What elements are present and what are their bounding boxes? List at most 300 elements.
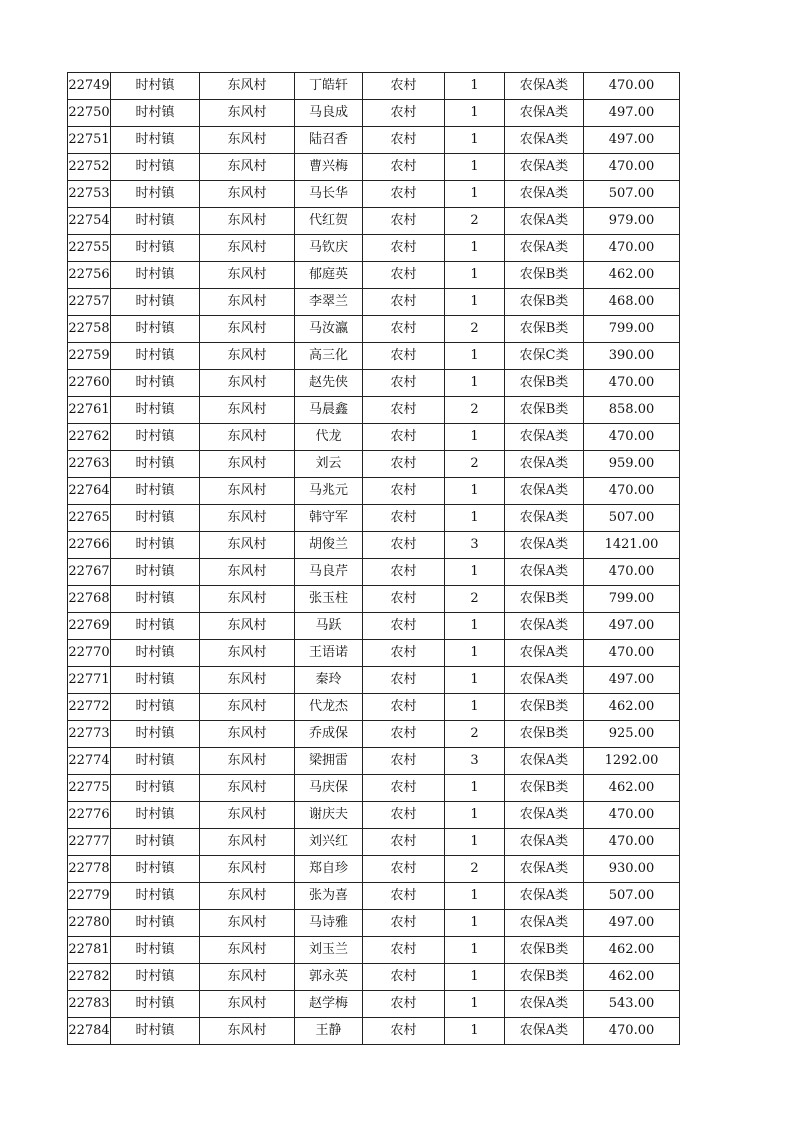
person-name-cell: 郑自珍 bbox=[295, 856, 363, 883]
household-count-cell: 2 bbox=[445, 397, 505, 424]
household-count-cell: 1 bbox=[445, 829, 505, 856]
household-count-cell: 1 bbox=[445, 343, 505, 370]
person-name-cell: 代龙 bbox=[295, 424, 363, 451]
insurance-category-cell: 农保B类 bbox=[505, 937, 584, 964]
table-row bbox=[68, 127, 680, 154]
table-row bbox=[68, 640, 680, 667]
record-id-cell: 22767 bbox=[68, 559, 111, 586]
household-count-cell: 1 bbox=[445, 262, 505, 289]
insurance-category-cell: 农保A类 bbox=[505, 802, 584, 829]
insurance-category-cell: 农保A类 bbox=[505, 856, 584, 883]
area-type-cell: 农村 bbox=[363, 100, 445, 127]
area-type-cell: 农村 bbox=[363, 937, 445, 964]
household-count-cell: 1 bbox=[445, 505, 505, 532]
amount-cell: 468.00 bbox=[584, 289, 680, 316]
table-row bbox=[68, 829, 680, 856]
town-cell: 时村镇 bbox=[111, 991, 200, 1018]
village-cell: 东风村 bbox=[200, 343, 295, 370]
benefit-roster-table bbox=[67, 72, 680, 1045]
town-cell: 时村镇 bbox=[111, 721, 200, 748]
village-cell: 东风村 bbox=[200, 397, 295, 424]
village-cell: 东风村 bbox=[200, 667, 295, 694]
village-cell: 东风村 bbox=[200, 559, 295, 586]
area-type-cell: 农村 bbox=[363, 721, 445, 748]
record-id-cell: 22781 bbox=[68, 937, 111, 964]
area-type-cell: 农村 bbox=[363, 208, 445, 235]
table-row bbox=[68, 478, 680, 505]
insurance-category-cell: 农保A类 bbox=[505, 1018, 584, 1045]
area-type-cell: 农村 bbox=[363, 451, 445, 478]
table-row bbox=[68, 991, 680, 1018]
area-type-cell: 农村 bbox=[363, 235, 445, 262]
household-count-cell: 1 bbox=[445, 100, 505, 127]
town-cell: 时村镇 bbox=[111, 748, 200, 775]
amount-cell: 470.00 bbox=[584, 559, 680, 586]
table-row bbox=[68, 1018, 680, 1045]
person-name-cell: 马诗雅 bbox=[295, 910, 363, 937]
household-count-cell: 1 bbox=[445, 613, 505, 640]
village-cell: 东风村 bbox=[200, 964, 295, 991]
town-cell: 时村镇 bbox=[111, 883, 200, 910]
amount-cell: 462.00 bbox=[584, 937, 680, 964]
village-cell: 东风村 bbox=[200, 370, 295, 397]
amount-cell: 462.00 bbox=[584, 775, 680, 802]
amount-cell: 799.00 bbox=[584, 586, 680, 613]
town-cell: 时村镇 bbox=[111, 208, 200, 235]
amount-cell: 1292.00 bbox=[584, 748, 680, 775]
insurance-category-cell: 农保A类 bbox=[505, 424, 584, 451]
amount-cell: 390.00 bbox=[584, 343, 680, 370]
household-count-cell: 1 bbox=[445, 910, 505, 937]
town-cell: 时村镇 bbox=[111, 910, 200, 937]
table-row bbox=[68, 559, 680, 586]
table-row bbox=[68, 775, 680, 802]
insurance-category-cell: 农保A类 bbox=[505, 451, 584, 478]
record-id-cell: 22751 bbox=[68, 127, 111, 154]
insurance-category-cell: 农保B类 bbox=[505, 262, 584, 289]
amount-cell: 470.00 bbox=[584, 370, 680, 397]
amount-cell: 470.00 bbox=[584, 73, 680, 100]
table-row bbox=[68, 586, 680, 613]
amount-cell: 462.00 bbox=[584, 964, 680, 991]
table-row bbox=[68, 289, 680, 316]
town-cell: 时村镇 bbox=[111, 775, 200, 802]
household-count-cell: 2 bbox=[445, 451, 505, 478]
household-count-cell: 2 bbox=[445, 856, 505, 883]
person-name-cell: 马汝瀛 bbox=[295, 316, 363, 343]
village-cell: 东风村 bbox=[200, 721, 295, 748]
record-id-cell: 22782 bbox=[68, 964, 111, 991]
record-id-cell: 22760 bbox=[68, 370, 111, 397]
insurance-category-cell: 农保B类 bbox=[505, 370, 584, 397]
household-count-cell: 1 bbox=[445, 559, 505, 586]
table-row bbox=[68, 100, 680, 127]
amount-cell: 470.00 bbox=[584, 802, 680, 829]
record-id-cell: 22776 bbox=[68, 802, 111, 829]
table-row bbox=[68, 721, 680, 748]
town-cell: 时村镇 bbox=[111, 370, 200, 397]
village-cell: 东风村 bbox=[200, 532, 295, 559]
town-cell: 时村镇 bbox=[111, 73, 200, 100]
area-type-cell: 农村 bbox=[363, 991, 445, 1018]
village-cell: 东风村 bbox=[200, 640, 295, 667]
insurance-category-cell: 农保A类 bbox=[505, 667, 584, 694]
amount-cell: 979.00 bbox=[584, 208, 680, 235]
record-id-cell: 22765 bbox=[68, 505, 111, 532]
household-count-cell: 1 bbox=[445, 883, 505, 910]
town-cell: 时村镇 bbox=[111, 667, 200, 694]
table-row bbox=[68, 613, 680, 640]
village-cell: 东风村 bbox=[200, 316, 295, 343]
person-name-cell: 马庆保 bbox=[295, 775, 363, 802]
record-id-cell: 22757 bbox=[68, 289, 111, 316]
insurance-category-cell: 农保A类 bbox=[505, 505, 584, 532]
record-id-cell: 22753 bbox=[68, 181, 111, 208]
amount-cell: 497.00 bbox=[584, 667, 680, 694]
amount-cell: 507.00 bbox=[584, 505, 680, 532]
person-name-cell: 梁拥雷 bbox=[295, 748, 363, 775]
record-id-cell: 22750 bbox=[68, 100, 111, 127]
area-type-cell: 农村 bbox=[363, 154, 445, 181]
area-type-cell: 农村 bbox=[363, 775, 445, 802]
area-type-cell: 农村 bbox=[363, 532, 445, 559]
amount-cell: 497.00 bbox=[584, 910, 680, 937]
area-type-cell: 农村 bbox=[363, 1018, 445, 1045]
household-count-cell: 1 bbox=[445, 1018, 505, 1045]
village-cell: 东风村 bbox=[200, 694, 295, 721]
record-id-cell: 22754 bbox=[68, 208, 111, 235]
household-count-cell: 1 bbox=[445, 991, 505, 1018]
insurance-category-cell: 农保B类 bbox=[505, 721, 584, 748]
household-count-cell: 1 bbox=[445, 964, 505, 991]
person-name-cell: 刘玉兰 bbox=[295, 937, 363, 964]
person-name-cell: 高三化 bbox=[295, 343, 363, 370]
household-count-cell: 2 bbox=[445, 721, 505, 748]
insurance-category-cell: 农保B类 bbox=[505, 964, 584, 991]
area-type-cell: 农村 bbox=[363, 667, 445, 694]
area-type-cell: 农村 bbox=[363, 910, 445, 937]
town-cell: 时村镇 bbox=[111, 316, 200, 343]
town-cell: 时村镇 bbox=[111, 559, 200, 586]
amount-cell: 470.00 bbox=[584, 478, 680, 505]
town-cell: 时村镇 bbox=[111, 586, 200, 613]
insurance-category-cell: 农保A类 bbox=[505, 100, 584, 127]
insurance-category-cell: 农保A类 bbox=[505, 154, 584, 181]
person-name-cell: 刘云 bbox=[295, 451, 363, 478]
record-id-cell: 22772 bbox=[68, 694, 111, 721]
insurance-category-cell: 农保A类 bbox=[505, 208, 584, 235]
table-row bbox=[68, 451, 680, 478]
insurance-category-cell: 农保A类 bbox=[505, 991, 584, 1018]
village-cell: 东风村 bbox=[200, 802, 295, 829]
insurance-category-cell: 农保B类 bbox=[505, 397, 584, 424]
town-cell: 时村镇 bbox=[111, 505, 200, 532]
insurance-category-cell: 农保A类 bbox=[505, 478, 584, 505]
village-cell: 东风村 bbox=[200, 289, 295, 316]
insurance-category-cell: 农保A类 bbox=[505, 73, 584, 100]
area-type-cell: 农村 bbox=[363, 640, 445, 667]
record-id-cell: 22784 bbox=[68, 1018, 111, 1045]
village-cell: 东风村 bbox=[200, 586, 295, 613]
town-cell: 时村镇 bbox=[111, 127, 200, 154]
area-type-cell: 农村 bbox=[363, 424, 445, 451]
amount-cell: 462.00 bbox=[584, 262, 680, 289]
person-name-cell: 张玉柱 bbox=[295, 586, 363, 613]
amount-cell: 470.00 bbox=[584, 640, 680, 667]
table-row bbox=[68, 262, 680, 289]
town-cell: 时村镇 bbox=[111, 802, 200, 829]
amount-cell: 1421.00 bbox=[584, 532, 680, 559]
town-cell: 时村镇 bbox=[111, 532, 200, 559]
household-count-cell: 1 bbox=[445, 802, 505, 829]
area-type-cell: 农村 bbox=[363, 73, 445, 100]
area-type-cell: 农村 bbox=[363, 694, 445, 721]
table-row bbox=[68, 343, 680, 370]
household-count-cell: 1 bbox=[445, 235, 505, 262]
person-name-cell: 丁皓轩 bbox=[295, 73, 363, 100]
town-cell: 时村镇 bbox=[111, 829, 200, 856]
village-cell: 东风村 bbox=[200, 883, 295, 910]
household-count-cell: 1 bbox=[445, 370, 505, 397]
table-row bbox=[68, 910, 680, 937]
table-row bbox=[68, 964, 680, 991]
area-type-cell: 农村 bbox=[363, 613, 445, 640]
insurance-category-cell: 农保A类 bbox=[505, 748, 584, 775]
record-id-cell: 22775 bbox=[68, 775, 111, 802]
roster-body bbox=[68, 73, 680, 1045]
person-name-cell: 李翠兰 bbox=[295, 289, 363, 316]
insurance-category-cell: 农保B类 bbox=[505, 289, 584, 316]
table-row bbox=[68, 694, 680, 721]
insurance-category-cell: 农保A类 bbox=[505, 613, 584, 640]
town-cell: 时村镇 bbox=[111, 262, 200, 289]
village-cell: 东风村 bbox=[200, 262, 295, 289]
person-name-cell: 韩守军 bbox=[295, 505, 363, 532]
household-count-cell: 1 bbox=[445, 667, 505, 694]
household-count-cell: 1 bbox=[445, 154, 505, 181]
record-id-cell: 22770 bbox=[68, 640, 111, 667]
village-cell: 东风村 bbox=[200, 910, 295, 937]
household-count-cell: 1 bbox=[445, 127, 505, 154]
area-type-cell: 农村 bbox=[363, 883, 445, 910]
area-type-cell: 农村 bbox=[363, 964, 445, 991]
person-name-cell: 马钦庆 bbox=[295, 235, 363, 262]
amount-cell: 925.00 bbox=[584, 721, 680, 748]
record-id-cell: 22762 bbox=[68, 424, 111, 451]
town-cell: 时村镇 bbox=[111, 451, 200, 478]
table-row bbox=[68, 856, 680, 883]
area-type-cell: 农村 bbox=[363, 748, 445, 775]
area-type-cell: 农村 bbox=[363, 478, 445, 505]
record-id-cell: 22758 bbox=[68, 316, 111, 343]
record-id-cell: 22778 bbox=[68, 856, 111, 883]
village-cell: 东风村 bbox=[200, 478, 295, 505]
insurance-category-cell: 农保B类 bbox=[505, 694, 584, 721]
amount-cell: 930.00 bbox=[584, 856, 680, 883]
village-cell: 东风村 bbox=[200, 208, 295, 235]
town-cell: 时村镇 bbox=[111, 694, 200, 721]
person-name-cell: 赵学梅 bbox=[295, 991, 363, 1018]
amount-cell: 507.00 bbox=[584, 181, 680, 208]
person-name-cell: 马兆元 bbox=[295, 478, 363, 505]
area-type-cell: 农村 bbox=[363, 802, 445, 829]
amount-cell: 470.00 bbox=[584, 235, 680, 262]
town-cell: 时村镇 bbox=[111, 181, 200, 208]
village-cell: 东风村 bbox=[200, 73, 295, 100]
person-name-cell: 马良芹 bbox=[295, 559, 363, 586]
record-id-cell: 22768 bbox=[68, 586, 111, 613]
town-cell: 时村镇 bbox=[111, 343, 200, 370]
record-id-cell: 22763 bbox=[68, 451, 111, 478]
village-cell: 东风村 bbox=[200, 100, 295, 127]
village-cell: 东风村 bbox=[200, 856, 295, 883]
person-name-cell: 陆召香 bbox=[295, 127, 363, 154]
person-name-cell: 郁庭英 bbox=[295, 262, 363, 289]
amount-cell: 497.00 bbox=[584, 613, 680, 640]
record-id-cell: 22779 bbox=[68, 883, 111, 910]
table-row bbox=[68, 208, 680, 235]
person-name-cell: 张为喜 bbox=[295, 883, 363, 910]
person-name-cell: 王静 bbox=[295, 1018, 363, 1045]
village-cell: 东风村 bbox=[200, 154, 295, 181]
area-type-cell: 农村 bbox=[363, 505, 445, 532]
village-cell: 东风村 bbox=[200, 505, 295, 532]
person-name-cell: 秦玲 bbox=[295, 667, 363, 694]
area-type-cell: 农村 bbox=[363, 370, 445, 397]
town-cell: 时村镇 bbox=[111, 937, 200, 964]
insurance-category-cell: 农保A类 bbox=[505, 910, 584, 937]
village-cell: 东风村 bbox=[200, 748, 295, 775]
village-cell: 东风村 bbox=[200, 991, 295, 1018]
area-type-cell: 农村 bbox=[363, 343, 445, 370]
record-id-cell: 22764 bbox=[68, 478, 111, 505]
insurance-category-cell: 农保A类 bbox=[505, 235, 584, 262]
household-count-cell: 2 bbox=[445, 208, 505, 235]
town-cell: 时村镇 bbox=[111, 856, 200, 883]
person-name-cell: 马跃 bbox=[295, 613, 363, 640]
area-type-cell: 农村 bbox=[363, 316, 445, 343]
village-cell: 东风村 bbox=[200, 451, 295, 478]
village-cell: 东风村 bbox=[200, 613, 295, 640]
table-row bbox=[68, 424, 680, 451]
amount-cell: 799.00 bbox=[584, 316, 680, 343]
person-name-cell: 王语诺 bbox=[295, 640, 363, 667]
amount-cell: 959.00 bbox=[584, 451, 680, 478]
record-id-cell: 22774 bbox=[68, 748, 111, 775]
town-cell: 时村镇 bbox=[111, 289, 200, 316]
household-count-cell: 1 bbox=[445, 424, 505, 451]
record-id-cell: 22769 bbox=[68, 613, 111, 640]
village-cell: 东风村 bbox=[200, 937, 295, 964]
insurance-category-cell: 农保C类 bbox=[505, 343, 584, 370]
town-cell: 时村镇 bbox=[111, 964, 200, 991]
area-type-cell: 农村 bbox=[363, 829, 445, 856]
record-id-cell: 22773 bbox=[68, 721, 111, 748]
town-cell: 时村镇 bbox=[111, 397, 200, 424]
insurance-category-cell: 农保B类 bbox=[505, 586, 584, 613]
record-id-cell: 22755 bbox=[68, 235, 111, 262]
amount-cell: 462.00 bbox=[584, 694, 680, 721]
village-cell: 东风村 bbox=[200, 235, 295, 262]
person-name-cell: 曹兴梅 bbox=[295, 154, 363, 181]
household-count-cell: 2 bbox=[445, 586, 505, 613]
record-id-cell: 22766 bbox=[68, 532, 111, 559]
record-id-cell: 22780 bbox=[68, 910, 111, 937]
area-type-cell: 农村 bbox=[363, 559, 445, 586]
record-id-cell: 22756 bbox=[68, 262, 111, 289]
area-type-cell: 农村 bbox=[363, 289, 445, 316]
amount-cell: 470.00 bbox=[584, 424, 680, 451]
insurance-category-cell: 农保A类 bbox=[505, 883, 584, 910]
insurance-category-cell: 农保A类 bbox=[505, 640, 584, 667]
table-row bbox=[68, 235, 680, 262]
insurance-category-cell: 农保A类 bbox=[505, 559, 584, 586]
amount-cell: 543.00 bbox=[584, 991, 680, 1018]
village-cell: 东风村 bbox=[200, 829, 295, 856]
table-row bbox=[68, 505, 680, 532]
table-row bbox=[68, 181, 680, 208]
household-count-cell: 2 bbox=[445, 316, 505, 343]
town-cell: 时村镇 bbox=[111, 235, 200, 262]
insurance-category-cell: 农保B类 bbox=[505, 775, 584, 802]
area-type-cell: 农村 bbox=[363, 127, 445, 154]
record-id-cell: 22752 bbox=[68, 154, 111, 181]
village-cell: 东风村 bbox=[200, 1018, 295, 1045]
area-type-cell: 农村 bbox=[363, 397, 445, 424]
person-name-cell: 刘兴红 bbox=[295, 829, 363, 856]
household-count-cell: 3 bbox=[445, 748, 505, 775]
household-count-cell: 1 bbox=[445, 640, 505, 667]
insurance-category-cell: 农保A类 bbox=[505, 181, 584, 208]
amount-cell: 470.00 bbox=[584, 1018, 680, 1045]
village-cell: 东风村 bbox=[200, 424, 295, 451]
record-id-cell: 22783 bbox=[68, 991, 111, 1018]
town-cell: 时村镇 bbox=[111, 478, 200, 505]
person-name-cell: 马长华 bbox=[295, 181, 363, 208]
town-cell: 时村镇 bbox=[111, 640, 200, 667]
table-row bbox=[68, 397, 680, 424]
table-row bbox=[68, 316, 680, 343]
amount-cell: 497.00 bbox=[584, 127, 680, 154]
amount-cell: 470.00 bbox=[584, 829, 680, 856]
table-row bbox=[68, 802, 680, 829]
town-cell: 时村镇 bbox=[111, 613, 200, 640]
person-name-cell: 乔成保 bbox=[295, 721, 363, 748]
person-name-cell: 谢庆夫 bbox=[295, 802, 363, 829]
household-count-cell: 1 bbox=[445, 289, 505, 316]
person-name-cell: 郭永英 bbox=[295, 964, 363, 991]
amount-cell: 507.00 bbox=[584, 883, 680, 910]
household-count-cell: 1 bbox=[445, 181, 505, 208]
household-count-cell: 1 bbox=[445, 937, 505, 964]
household-count-cell: 3 bbox=[445, 532, 505, 559]
table-row bbox=[68, 937, 680, 964]
person-name-cell: 代红贺 bbox=[295, 208, 363, 235]
table-row bbox=[68, 532, 680, 559]
person-name-cell: 马良成 bbox=[295, 100, 363, 127]
table-row bbox=[68, 748, 680, 775]
table-row bbox=[68, 883, 680, 910]
table-row bbox=[68, 154, 680, 181]
table-row bbox=[68, 370, 680, 397]
record-id-cell: 22749 bbox=[68, 73, 111, 100]
household-count-cell: 1 bbox=[445, 73, 505, 100]
area-type-cell: 农村 bbox=[363, 262, 445, 289]
insurance-category-cell: 农保A类 bbox=[505, 532, 584, 559]
person-name-cell: 马晨鑫 bbox=[295, 397, 363, 424]
record-id-cell: 22761 bbox=[68, 397, 111, 424]
town-cell: 时村镇 bbox=[111, 424, 200, 451]
